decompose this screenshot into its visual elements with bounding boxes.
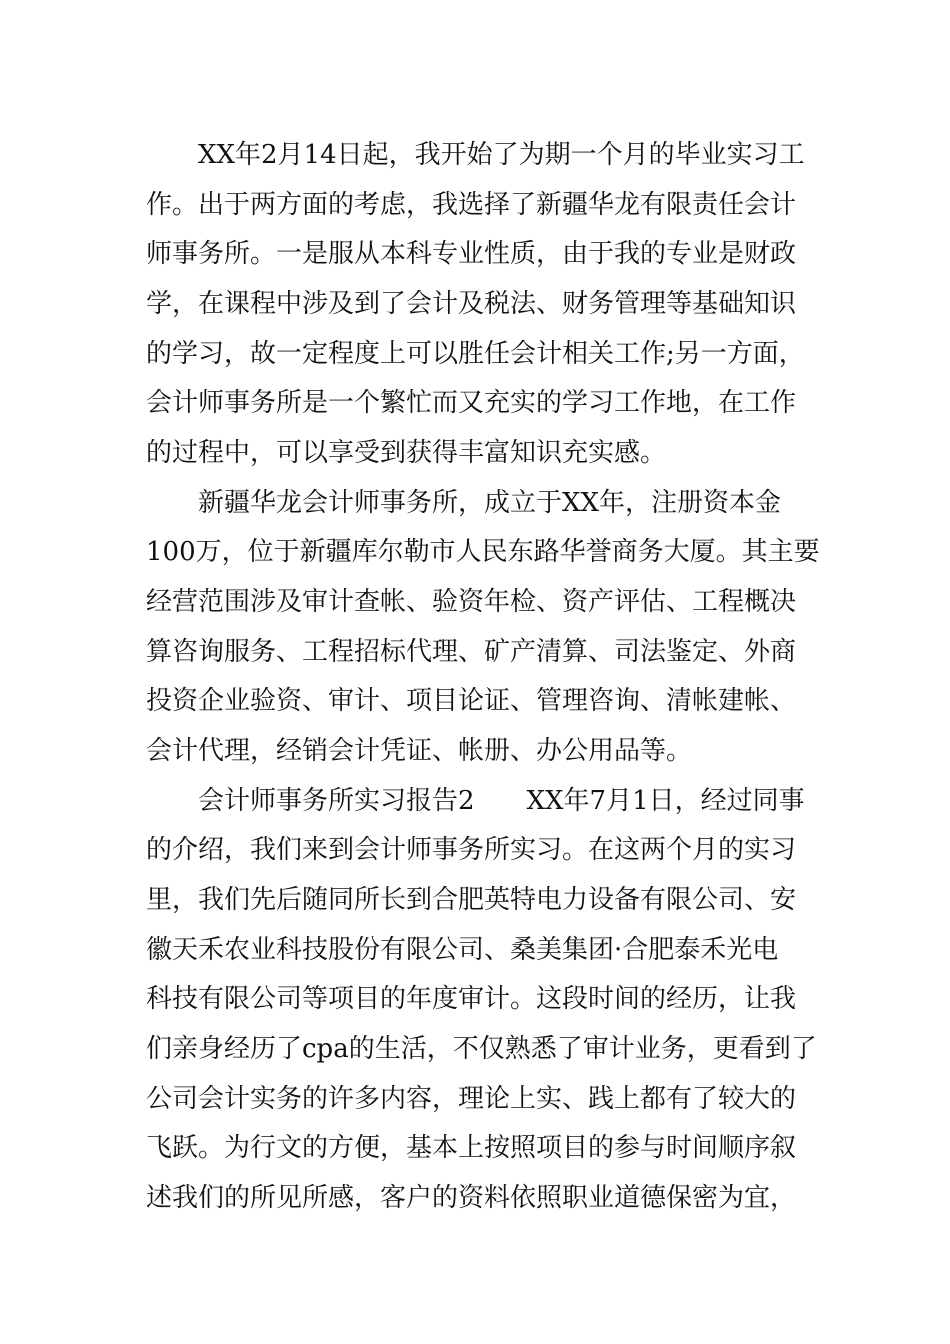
text-line: 的介绍，我们来到会计师事务所实习。在这两个月的实习 <box>146 835 797 865</box>
text-line: 们亲身经历了cpa的生活，不仅熟悉了审计业务，更看到了 <box>146 1034 817 1064</box>
text-line: 里，我们先后随同所长到合肥英特电力设备有限公司、安 <box>146 885 797 915</box>
text-line: 100万，位于新疆库尔勒市人民东路华誉商务大厦。其主要 <box>146 537 820 567</box>
text-line: 述我们的所见所感，客户的资料依照职业道德保密为宜， <box>146 1183 797 1213</box>
text-line: 作。出于两方面的考虑，我选择了新疆华龙有限责任会计 <box>146 190 797 220</box>
text-line: XX年2月14日起，我开始了为期一个月的毕业实习工 <box>146 140 805 170</box>
text-line: 公司会计实务的许多内容，理论上实、践上都有了较大的 <box>146 1084 797 1114</box>
text-line: 飞跃。为行文的方便，基本上按照项目的参与时间顺序叙 <box>146 1133 797 1163</box>
text-line: 学，在课程中涉及到了会计及税法、财务管理等基础知识 <box>146 289 797 319</box>
text-line: 师事务所。一是服从本科专业性质，由于我的专业是财政 <box>146 239 797 269</box>
text-line: 的学习，故一定程度上可以胜任会计相关工作;另一方面， <box>146 339 805 369</box>
text-line: 投资企业验资、审计、项目论证、管理咨询、清帐建帐、 <box>146 686 797 716</box>
text-line: 科技有限公司等项目的年度审计。这段时间的经历，让我 <box>146 984 797 1014</box>
text-line: 会计代理，经销会计凭证、帐册、办公用品等。 <box>146 736 693 766</box>
text-line: 会计师事务所是一个繁忙而又充实的学习工作地，在工作 <box>146 388 797 418</box>
text-line: 会计师事务所实习报告2 XX年7月1日，经过同事 <box>146 786 805 816</box>
text-line: 的过程中，可以享受到获得丰富知识充实感。 <box>146 438 667 468</box>
text-line: 新疆华龙会计师事务所，成立于XX年，注册资本金 <box>146 488 782 518</box>
text-line: 徽天禾农业科技股份有限公司、桑美集团·合肥泰禾光电 <box>146 935 779 965</box>
text-line: 经营范围涉及审计查帐、验资年检、资产评估、工程概决 <box>146 587 797 617</box>
text-line: 算咨询服务、工程招标代理、矿产清算、司法鉴定、外商 <box>146 637 797 667</box>
